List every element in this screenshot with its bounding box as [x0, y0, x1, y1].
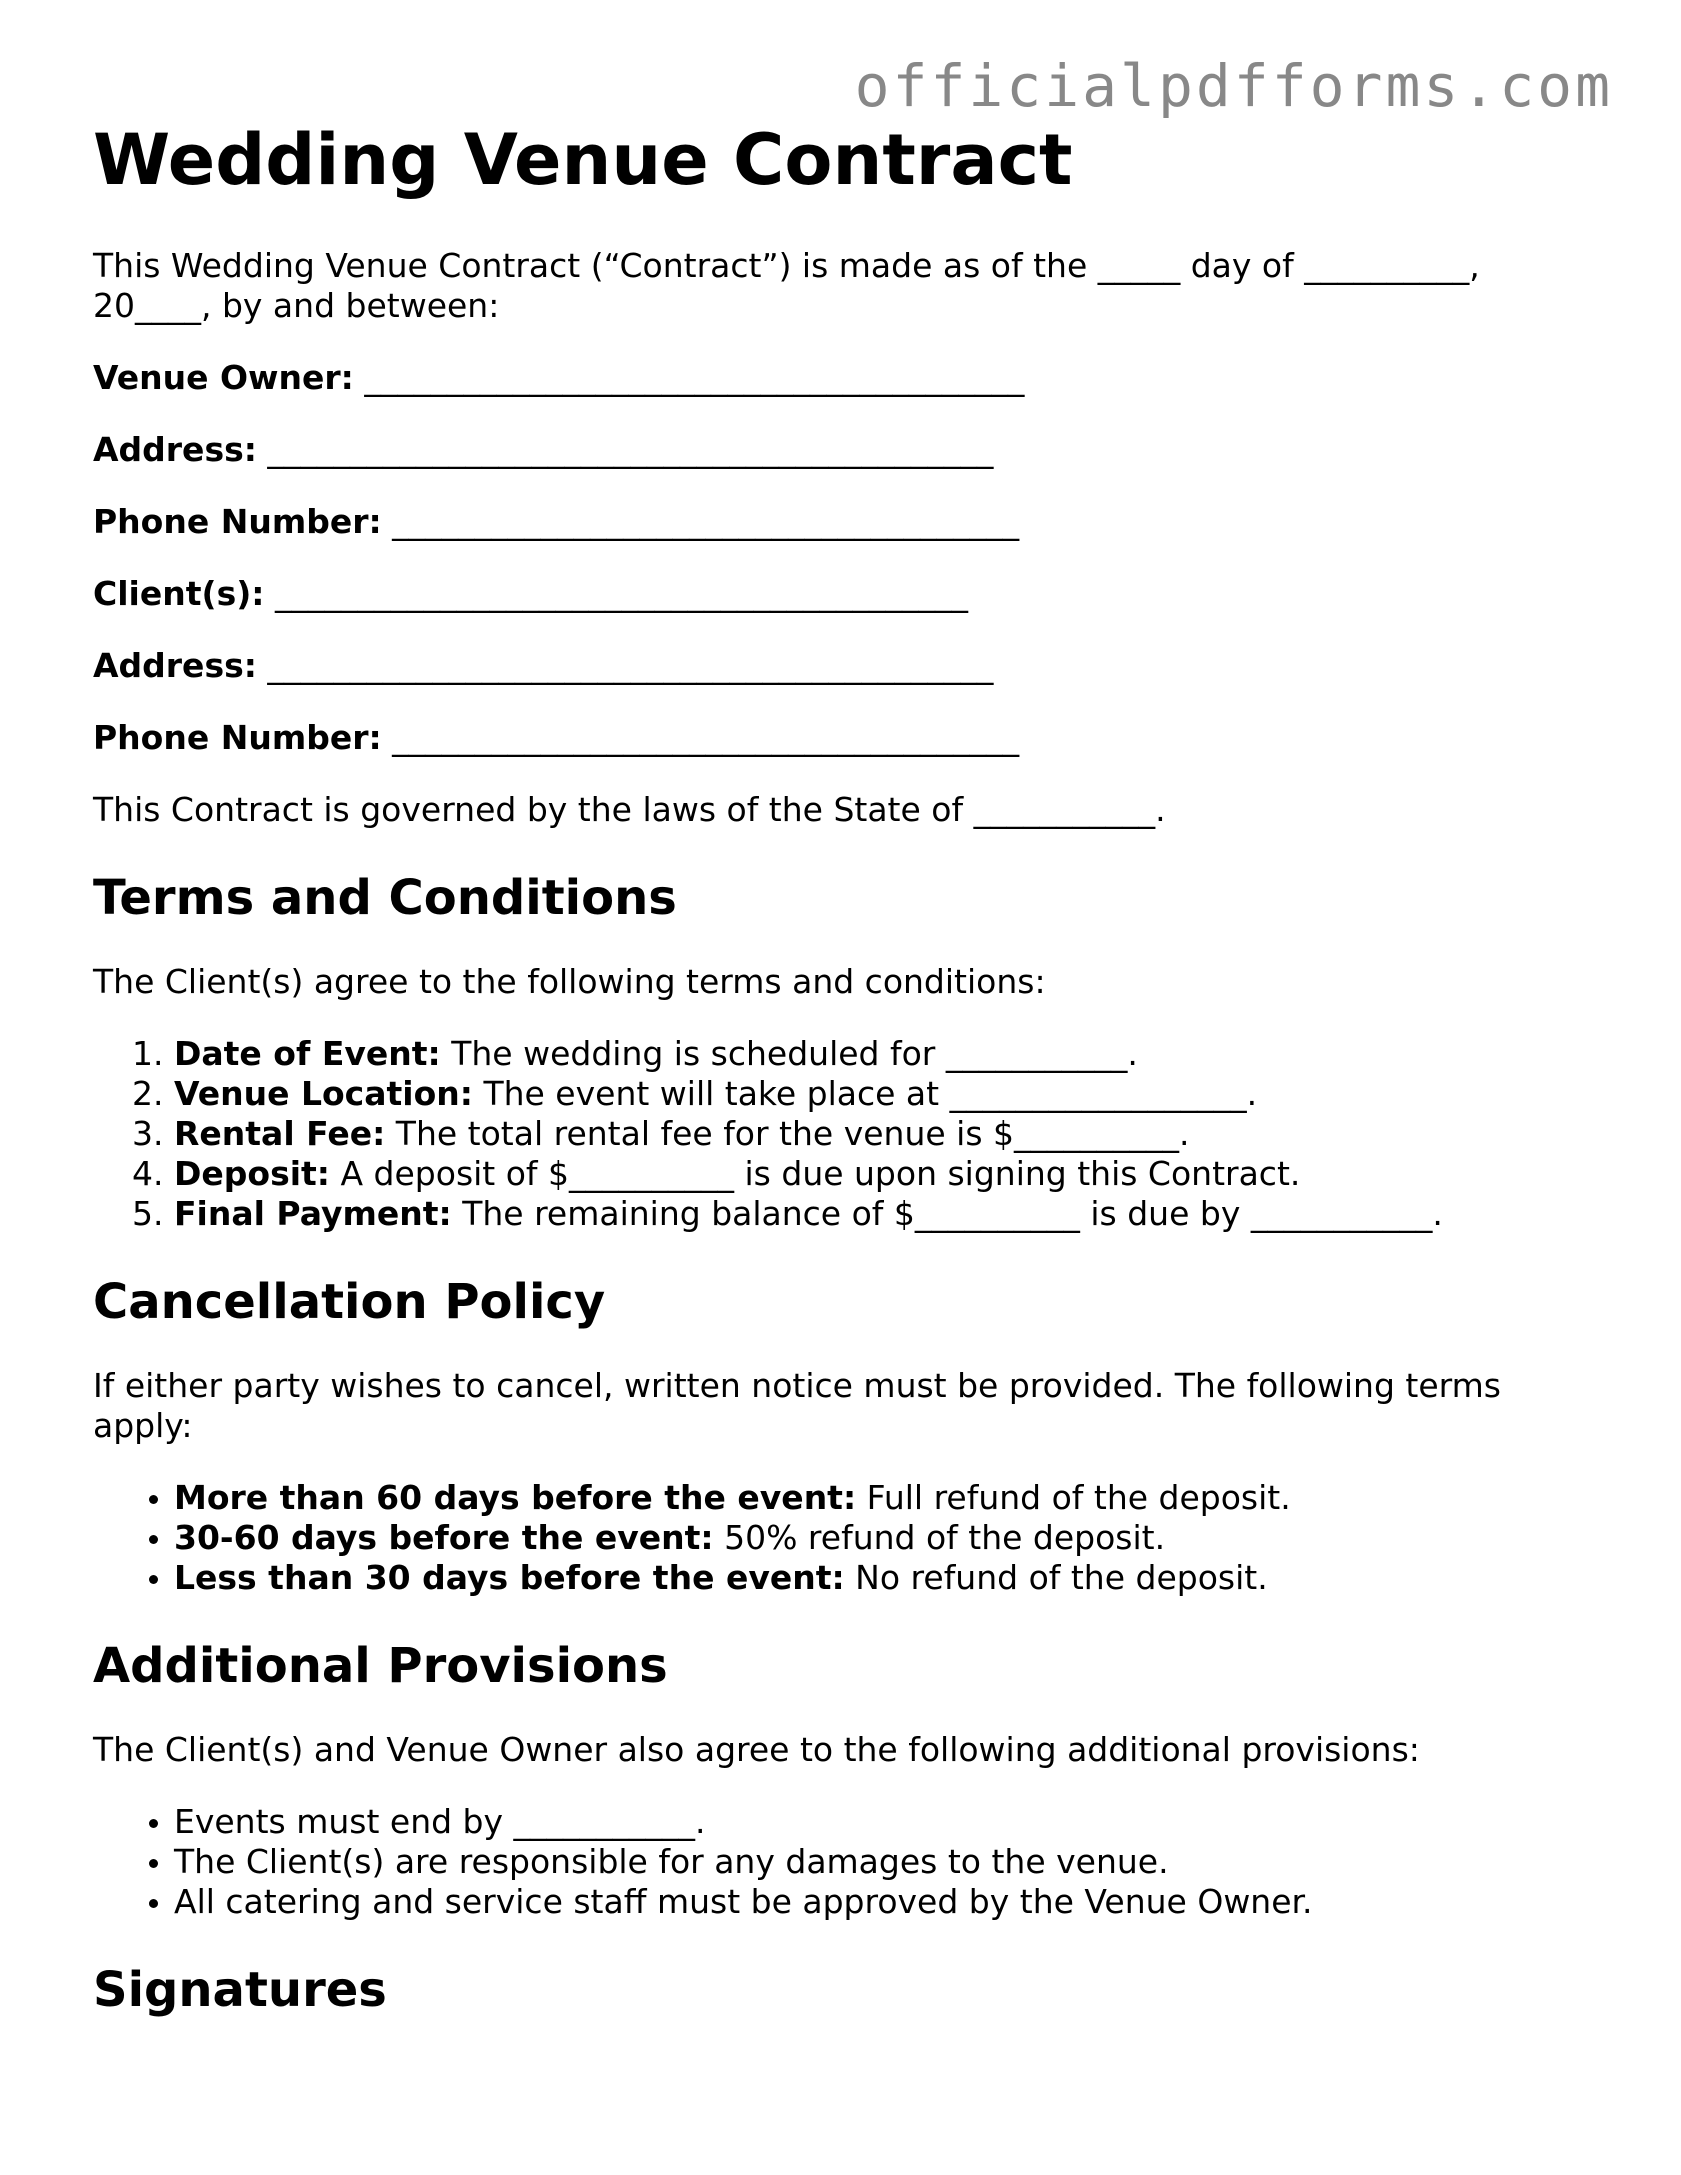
item-label: Venue Location:	[174, 1074, 473, 1113]
item-label: Final Payment:	[174, 1194, 452, 1233]
venue-owner-field	[93, 358, 1593, 398]
list-item: • The Client(s) are responsible for any damages to the venue.	[174, 1842, 1593, 1882]
field-label: Phone Number:	[93, 502, 382, 541]
item-label: Deposit:	[174, 1154, 330, 1193]
list-item: • All catering and service staff must be approved by the Venue Owner.	[174, 1882, 1593, 1922]
item-text: No refund of the deposit.	[844, 1558, 1268, 1597]
item-text: The wedding is scheduled for ___________.	[440, 1034, 1138, 1073]
provisions-heading: Additional Provisions	[93, 1638, 668, 1694]
field-label: Address:	[93, 430, 257, 469]
terms-list	[93, 1034, 1593, 1234]
document-page	[93, 112, 1593, 2054]
list-item	[174, 1558, 1593, 1598]
list-item: • Events must end by ___________.	[174, 1802, 1593, 1842]
item-text: The event will take place at __________________.	[472, 1074, 1258, 1113]
item-label: Less than 30 days before the event:	[174, 1558, 845, 1597]
provisions-list	[93, 1802, 1593, 1922]
field-blank: ____________________________________________	[256, 646, 994, 685]
item-label: Rental Fee:	[174, 1114, 386, 1153]
list-item	[174, 1114, 1593, 1154]
item-label: More than 60 days before the event:	[174, 1478, 857, 1517]
provisions-intro: The Client(s) and Venue Owner also agree to the following additional provisions:	[93, 1730, 1420, 1769]
signatures-heading: Signatures	[93, 1962, 387, 2018]
field-blank: __________________________________________	[264, 574, 968, 613]
client-phone-field	[93, 718, 1593, 758]
field-blank: ____________________________________________	[256, 430, 994, 469]
cancellation-list	[93, 1478, 1593, 1598]
intro-paragraph: This Wedding Venue Contract (“Contract”) is made as of the _____ day of __________, 20____, by and between:	[93, 246, 1480, 325]
client-field	[93, 574, 1593, 614]
governing-law: This Contract is governed by the laws of the State of ___________.	[93, 790, 1166, 829]
terms-intro: The Client(s) agree to the following terms and conditions:	[93, 962, 1046, 1001]
item-label: 30-60 days before the event:	[174, 1518, 714, 1557]
field-blank: ________________________________________	[353, 358, 1025, 397]
document-title: Wedding Venue Contract	[93, 119, 1073, 201]
list-item	[174, 1034, 1593, 1074]
field-blank: ______________________________________	[381, 502, 1020, 541]
field-label: Client(s):	[93, 574, 265, 613]
list-item	[174, 1194, 1593, 1234]
field-blank: ______________________________________	[381, 718, 1020, 757]
item-text: The total rental fee for the venue is $__________.	[385, 1114, 1190, 1153]
list-item	[174, 1154, 1593, 1194]
list-item	[174, 1074, 1593, 1114]
item-text: Full refund of the deposit.	[856, 1478, 1291, 1517]
field-label: Venue Owner:	[93, 358, 354, 397]
item-label: Date of Event:	[174, 1034, 441, 1073]
field-label: Address:	[93, 646, 257, 685]
item-text: A deposit of $__________ is due upon signing this Contract.	[330, 1154, 1301, 1193]
list-item	[174, 1478, 1593, 1518]
watermark: officialpdfforms.com	[854, 52, 1613, 120]
venue-owner-address-field	[93, 430, 1593, 470]
terms-heading: Terms and Conditions	[93, 870, 677, 926]
client-address-field	[93, 646, 1593, 686]
venue-owner-phone-field	[93, 502, 1593, 542]
list-item	[174, 1518, 1593, 1558]
cancellation-intro: If either party wishes to cancel, written notice must be provided. The following terms apply:	[93, 1366, 1501, 1445]
field-label: Phone Number:	[93, 718, 382, 757]
item-text: The remaining balance of $__________ is due by ___________.	[451, 1194, 1443, 1233]
item-text: 50% refund of the deposit.	[713, 1518, 1166, 1557]
cancellation-heading: Cancellation Policy	[93, 1274, 606, 1330]
